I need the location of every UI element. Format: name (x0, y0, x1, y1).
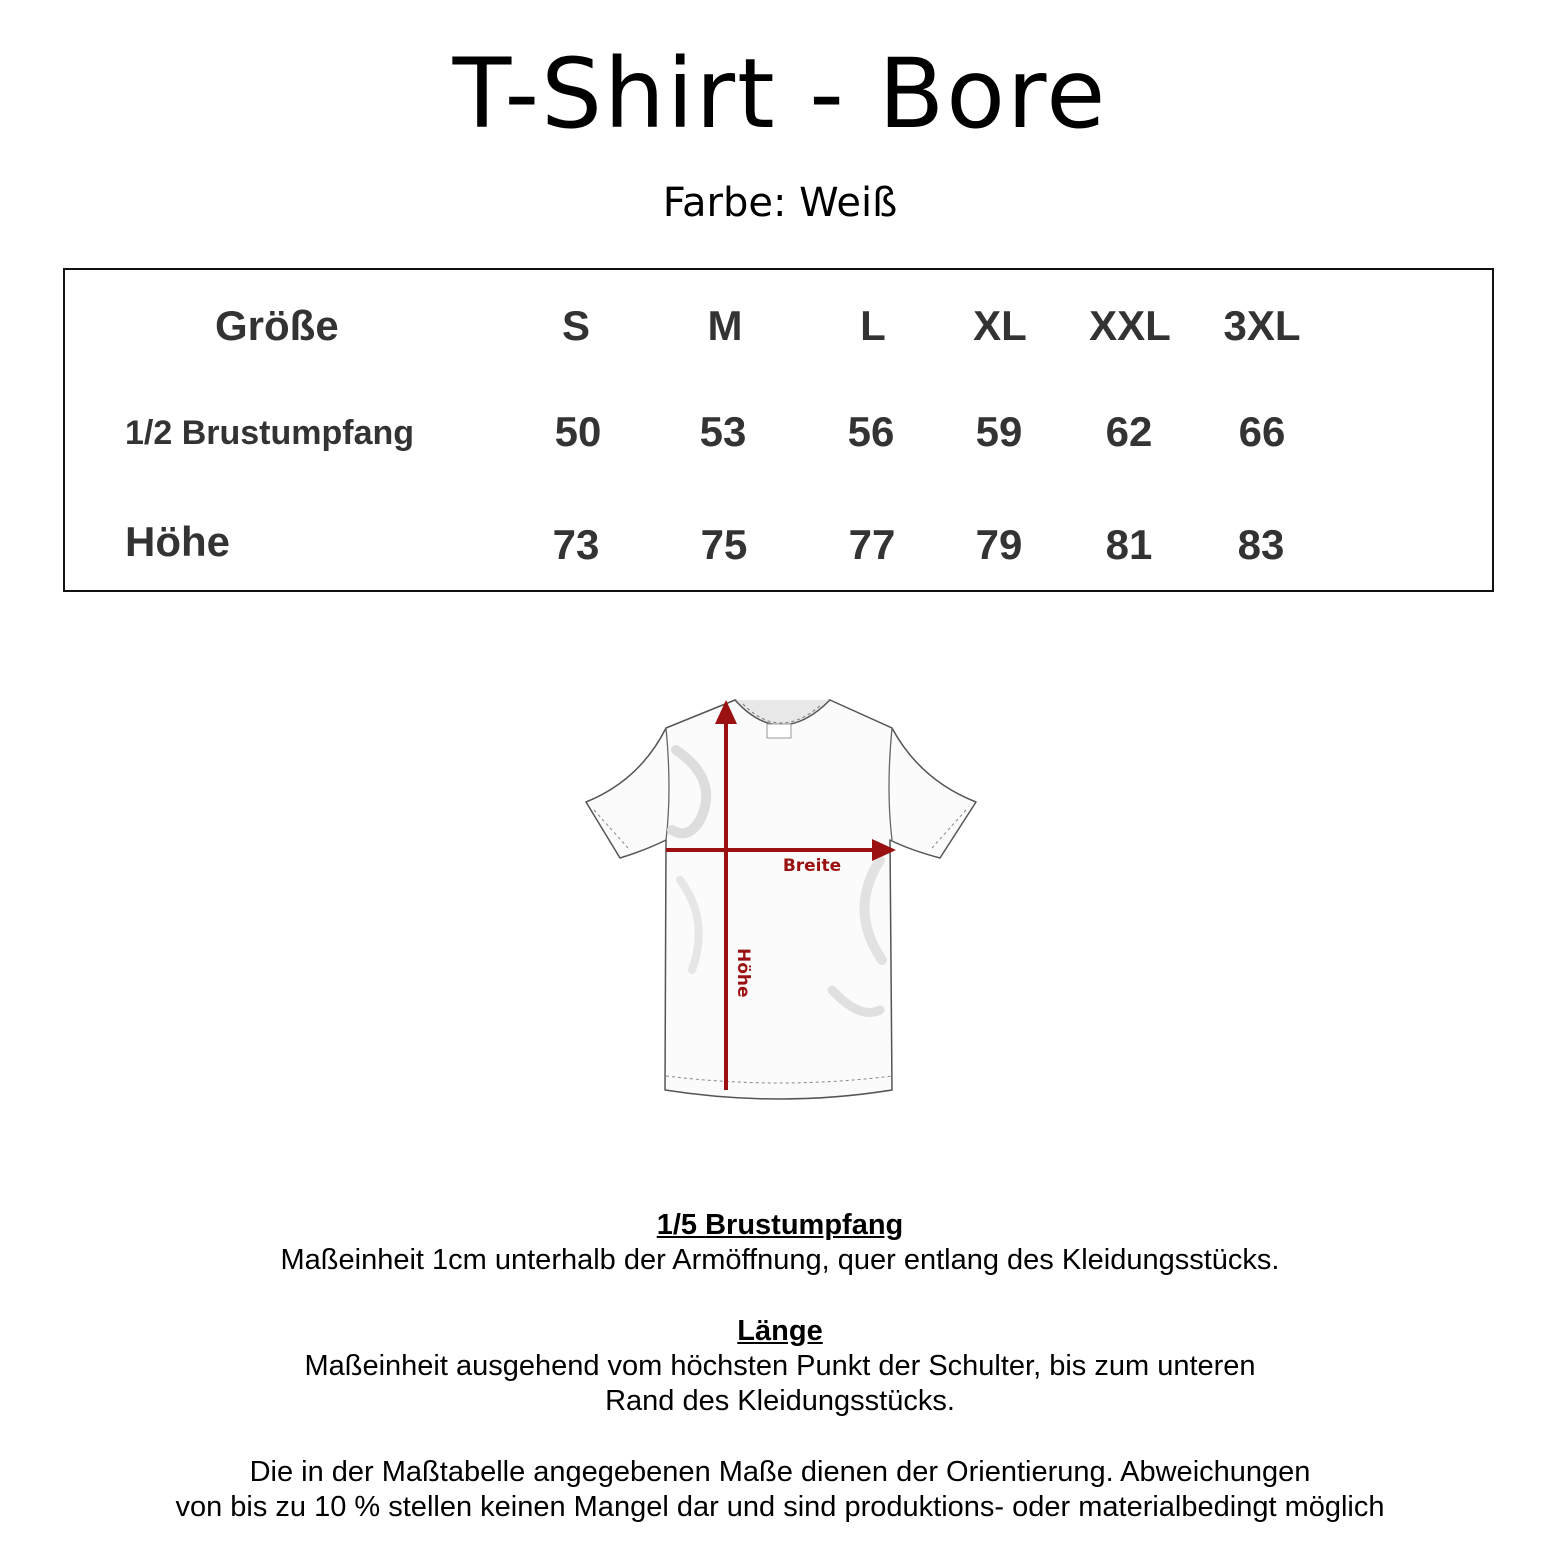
size-l: L (860, 302, 886, 349)
chest-row-label: 1/2 Brustumpfang (125, 414, 415, 452)
height-row-label: Höhe (125, 518, 230, 565)
chest-value-3xl: 66 (1238, 408, 1286, 455)
chest-heading: 1/5 Brustumpfang (656, 1209, 904, 1241)
chest-value-m: 53 (699, 408, 747, 455)
width-label: Breite (782, 856, 842, 876)
size-header-label: Größe (215, 302, 339, 349)
size-m: M (707, 302, 743, 349)
chest-value-xl: 59 (975, 408, 1023, 455)
height-value-3xl: 83 (1237, 521, 1285, 568)
height-value-s: 73 (552, 521, 600, 568)
length-description-1: Maßeinheit ausgehend vom höchsten Punkt der Schulter, bis zum unteren (304, 1350, 1256, 1382)
length-description-2: Rand des Kleidungsstücks. (605, 1385, 955, 1417)
height-value-xxl: 81 (1105, 521, 1153, 568)
color-label: Farbe: Weiß (662, 180, 898, 226)
height-label: Höhe (733, 948, 753, 998)
size-xl: XL (973, 302, 1027, 349)
size-s: S (561, 302, 591, 349)
height-value-l: 77 (848, 521, 896, 568)
tshirt-outline (586, 700, 976, 1099)
disclaimer-1: Die in der Maßtabelle angegebenen Maße dienen der Orientierung. Abweichungen (249, 1456, 1311, 1488)
height-value-xl: 79 (975, 521, 1023, 568)
size-3xl: 3XL (1223, 302, 1301, 349)
notes-section (0, 1208, 1560, 1525)
page-title: T-Shirt - Bore (452, 38, 1108, 150)
chest-description: Maßeinheit 1cm unterhalb der Armöffnung, quer entlang des Kleidungsstücks. (280, 1244, 1280, 1276)
tshirt-diagram (580, 690, 980, 1110)
chest-value-l: 56 (847, 408, 895, 455)
disclaimer-2: von bis zu 10 % stellen keinen Mangel dar und sind produktions- oder materialbedingt möglich (175, 1491, 1385, 1523)
length-heading: Länge (737, 1315, 823, 1347)
size-table (63, 268, 1494, 592)
size-xxl: XXL (1089, 302, 1171, 349)
label-tag (767, 724, 791, 738)
chest-value-xxl: 62 (1105, 408, 1153, 455)
height-value-m: 75 (700, 521, 748, 568)
chest-value-s: 50 (554, 408, 602, 455)
